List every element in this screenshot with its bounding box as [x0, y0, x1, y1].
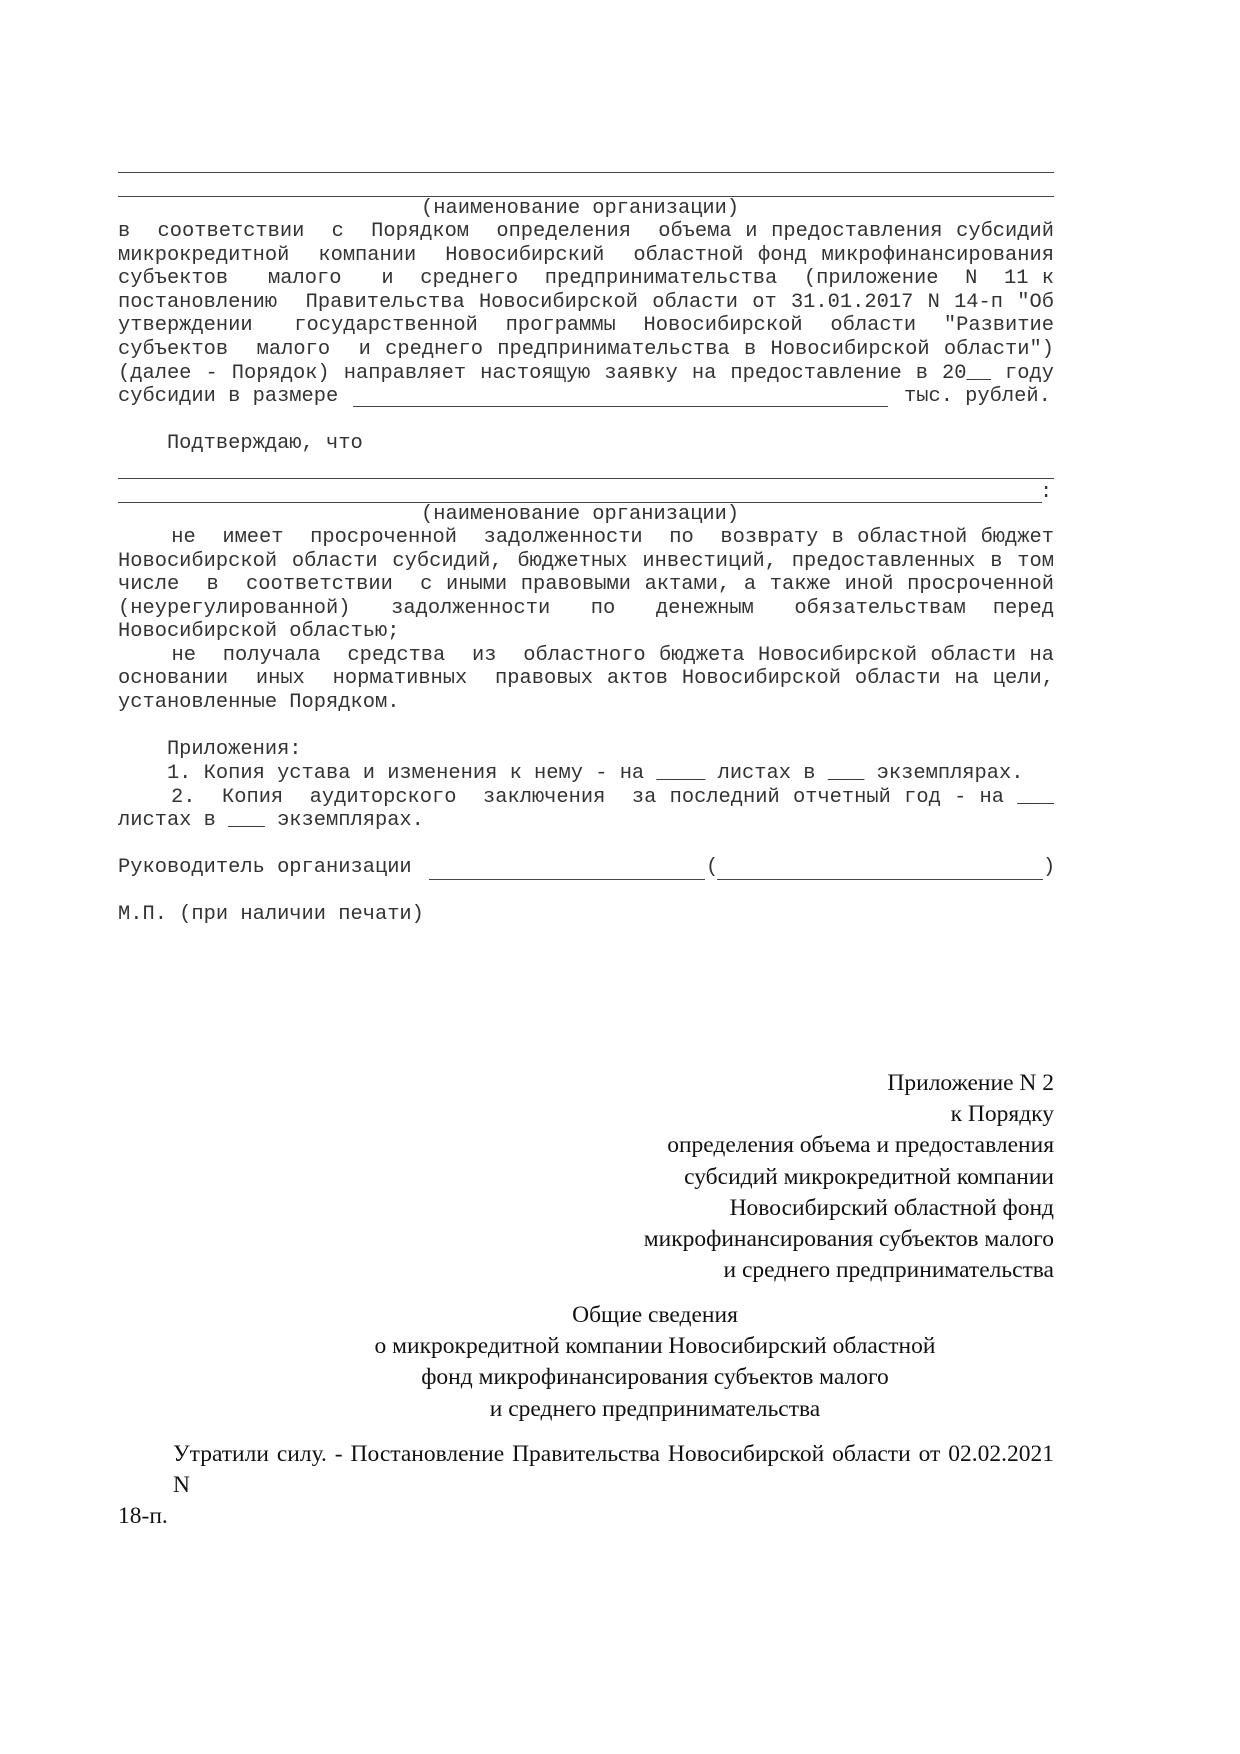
para2-line: не имеет просроченной задолженности по возврату в областной бюджет [118, 526, 1054, 549]
para1-line: (далее - Порядок) направляет настоящую заявку на предоставление в 20__ году [118, 362, 1054, 385]
attachment-item-2-cont: листах в ___ экземплярах. [118, 809, 424, 832]
appendix-header-line: определения объема и предоставления [667, 1132, 1054, 1159]
para1-line: утверждении государственной программы Новосибирской области "Развитие [118, 314, 1054, 337]
signature-field[interactable] [429, 879, 705, 880]
subsidy-amount-label: субсидии в размере [118, 385, 339, 408]
org-name-caption-2: (наименование организации) [421, 503, 740, 526]
colon-mark: : [1040, 481, 1053, 504]
repealed-line-2: 18-п. [118, 1503, 168, 1530]
appendix-title-line: Общие сведения [572, 1302, 738, 1328]
para2-line: числе в соответствии с иными правовыми актами, а также иной просроченной [118, 573, 1054, 596]
appendix-header-line: субсидий микрокредитной компании [684, 1163, 1054, 1190]
para2-line: Новосибирской области субсидий, бюджетных инвестиций, предоставленных в том [118, 550, 1054, 573]
subsidy-unit-label: тыс. рублей. [904, 385, 1051, 408]
org-name-caption: (наименование организации) [421, 197, 740, 220]
appendix-header-line: и среднего предпринимательства [723, 1257, 1054, 1284]
appendix-header [644, 1068, 1054, 1286]
appendix-header-line: микрофинансирования субъектов малого [643, 1226, 1054, 1253]
attachments-title: Приложения: [118, 738, 302, 761]
appendix-title-line: фонд микрофинансирования субъектов малого [421, 1364, 889, 1391]
appendix-header-line: Новосибирский областной фонд [729, 1194, 1054, 1221]
para2-last-line: Новосибирской областью; [118, 620, 400, 643]
para1-line: субъектов малого и среднего предпринимательства (приложение N 11 к [118, 267, 1054, 290]
seal-note: М.П. (при наличии печати) [118, 903, 424, 926]
attachment-item-1: 1. Копия устава и изменения к нему - на ____ листах в ___ экземплярах. [118, 762, 1024, 785]
appendix-title-line: о микрокредитной компании Новосибирский областной [374, 1333, 936, 1360]
para1-line: субъектов малого и среднего предпринимательства в Новосибирской области") [118, 338, 1054, 361]
para1-line: в соответствии с Порядком определения объема и предоставления субсидий [118, 220, 1054, 243]
org-name-field-line-1[interactable] [118, 172, 1054, 173]
appendix-header-line: к Порядку [950, 1101, 1054, 1128]
para1-line: микрокредитной компании Новосибирский областной фонд микрофинансирования [118, 244, 1054, 267]
open-paren: ( [706, 856, 719, 879]
confirm-org-field-line-1[interactable] [118, 478, 1054, 479]
subsidy-amount-field[interactable] [353, 406, 888, 407]
confirm-label: Подтверждаю, что [118, 432, 363, 455]
signature-label: Руководитель организации [118, 856, 412, 879]
repealed-line-1: Утратили силу. - Постановление Правительства Новосибирской области от 02.02.2021 N [173, 1441, 1054, 1499]
close-paren: ) [1043, 856, 1056, 879]
signature-name-field[interactable] [717, 879, 1043, 880]
attachment-item-2: 2. Копия аудиторского заключения за последний отчетный год - на ___ [118, 786, 1054, 809]
para3-line: основании иных нормативных правовых актов Новосибирской области на цели, [118, 667, 1054, 690]
para3-last-line: установленные Порядком. [118, 691, 400, 714]
appendix-header-line: Приложение N 2 [887, 1070, 1054, 1096]
para3-line: не получала средства из областного бюджета Новосибирской области на [118, 644, 1054, 667]
para2-line: (неурегулированной) задолженности по денежным обязательствам перед [118, 597, 1054, 620]
para1-line: постановлению Правительства Новосибирской области от 31.01.2017 N 14-п "Об [118, 291, 1054, 314]
appendix-title [0, 1300, 1240, 1425]
repealed-note [118, 1439, 1054, 1533]
appendix-title-line: и среднего предпринимательства [489, 1395, 821, 1422]
